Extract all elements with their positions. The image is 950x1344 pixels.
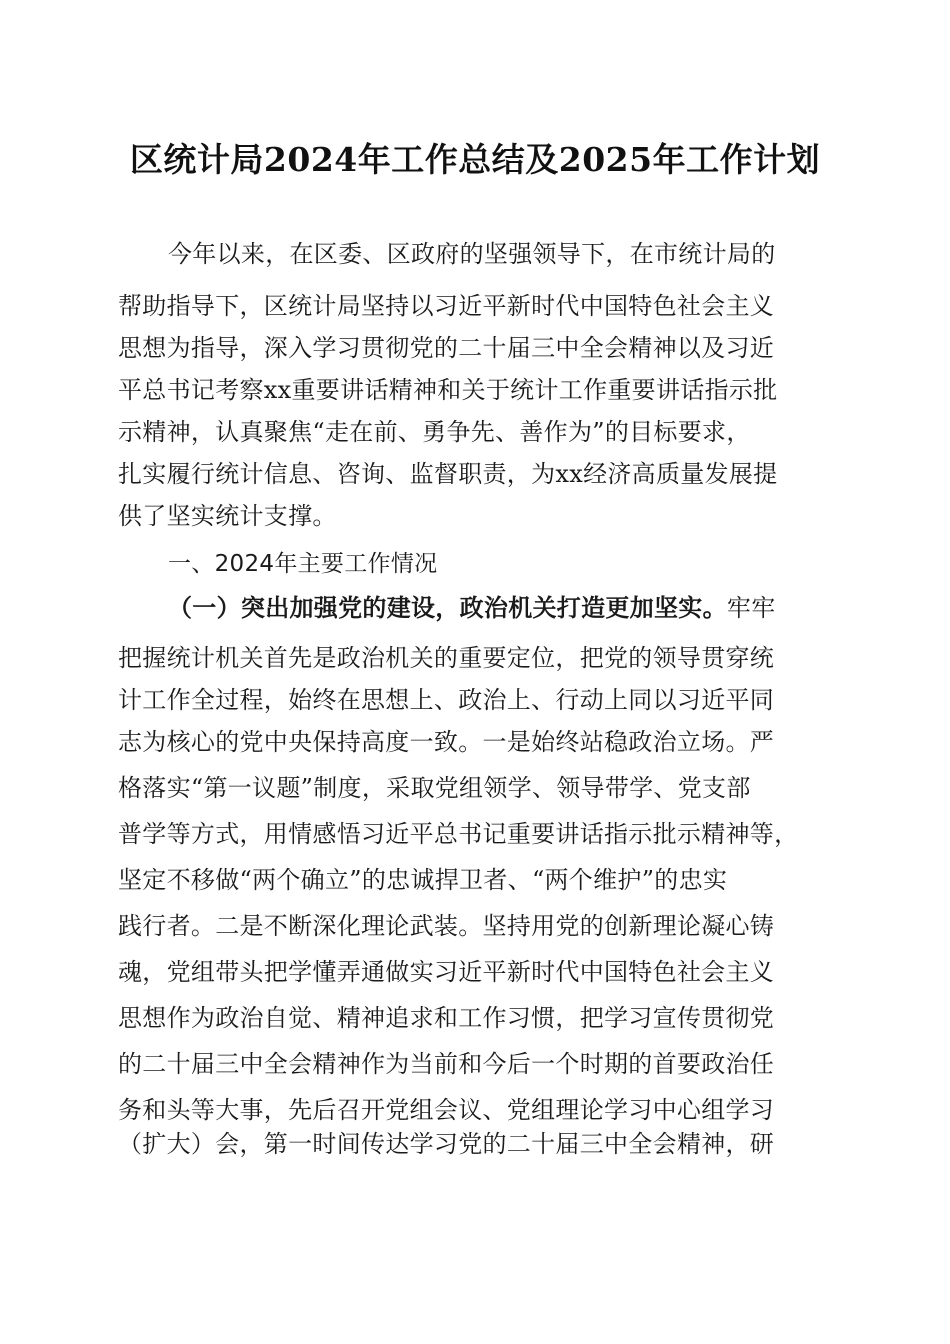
- paragraph-line: 务和头等大事，先后召开党组会议、党组理论学习中心组学习: [118, 1096, 775, 1124]
- subsection-lead-line: [168, 590, 776, 626]
- paragraph-line: 格落实“第一议题”制度，采取党组领学、领导带学、党支部: [118, 774, 751, 802]
- paragraph-line: 的二十届三中全会精神作为当前和今后一个时期的首要政治任: [118, 1050, 775, 1078]
- document-title: 区统计局2024年工作总结及2025年工作计划: [129, 140, 821, 179]
- paragraph-line: 帮助指导下，区统计局坚持以习近平新时代中国特色社会主义: [118, 292, 775, 320]
- paragraph-line: 普学等方式，用情感悟习近平总书记重要讲话指示批示精神等，: [118, 820, 799, 848]
- paragraph-line: 坚定不移做“两个确立”的忠诚捍卫者、“两个维护”的忠实: [118, 866, 728, 894]
- paragraph-line: （扩大）会，第一时间传达学习党的二十届三中全会精神，研: [118, 1130, 775, 1158]
- paragraph-line: 志为核心的党中央保持高度一致。一是始终站稳政治立场。严: [118, 728, 775, 756]
- subsection-heading: （一）突出加强党的建设，政治机关打造更加坚实。: [168, 593, 727, 622]
- paragraph-line: 把握统计机关首先是政治机关的重要定位，把党的领导贯穿统: [118, 644, 775, 672]
- paragraph-line: 今年以来，在区委、区政府的坚强领导下，在市统计局的: [168, 240, 776, 268]
- paragraph-line: 平总书记考察xx重要讲话精神和关于统计工作重要讲话指示批: [118, 376, 778, 404]
- paragraph-line: 魂，党组带头把学懂弄通做实习近平新时代中国特色社会主义: [118, 958, 775, 986]
- paragraph-line: 计工作全过程，始终在思想上、政治上、行动上同以习近平同: [118, 686, 775, 714]
- paragraph-line: 供了坚实统计支撑。: [118, 502, 337, 530]
- subsection-lead-text: 牢牢: [726, 594, 776, 622]
- section-heading: 一、2024年主要工作情况: [168, 551, 438, 577]
- paragraph-line: 践行者。二是不断深化理论武装。坚持用党的创新理论凝心铸: [118, 912, 775, 940]
- paragraph-line: 思想作为政治自觉、精神追求和工作习惯，把学习宣传贯彻党: [118, 1004, 775, 1032]
- paragraph-line: 扎实履行统计信息、咨询、监督职责，为xx经济高质量发展提: [118, 460, 778, 488]
- paragraph-line: 思想为指导，深入学习贯彻党的二十届三中全会精神以及习近: [118, 334, 775, 362]
- paragraph-line: 示精神，认真聚焦“走在前、勇争先、善作为”的目标要求，: [118, 418, 751, 446]
